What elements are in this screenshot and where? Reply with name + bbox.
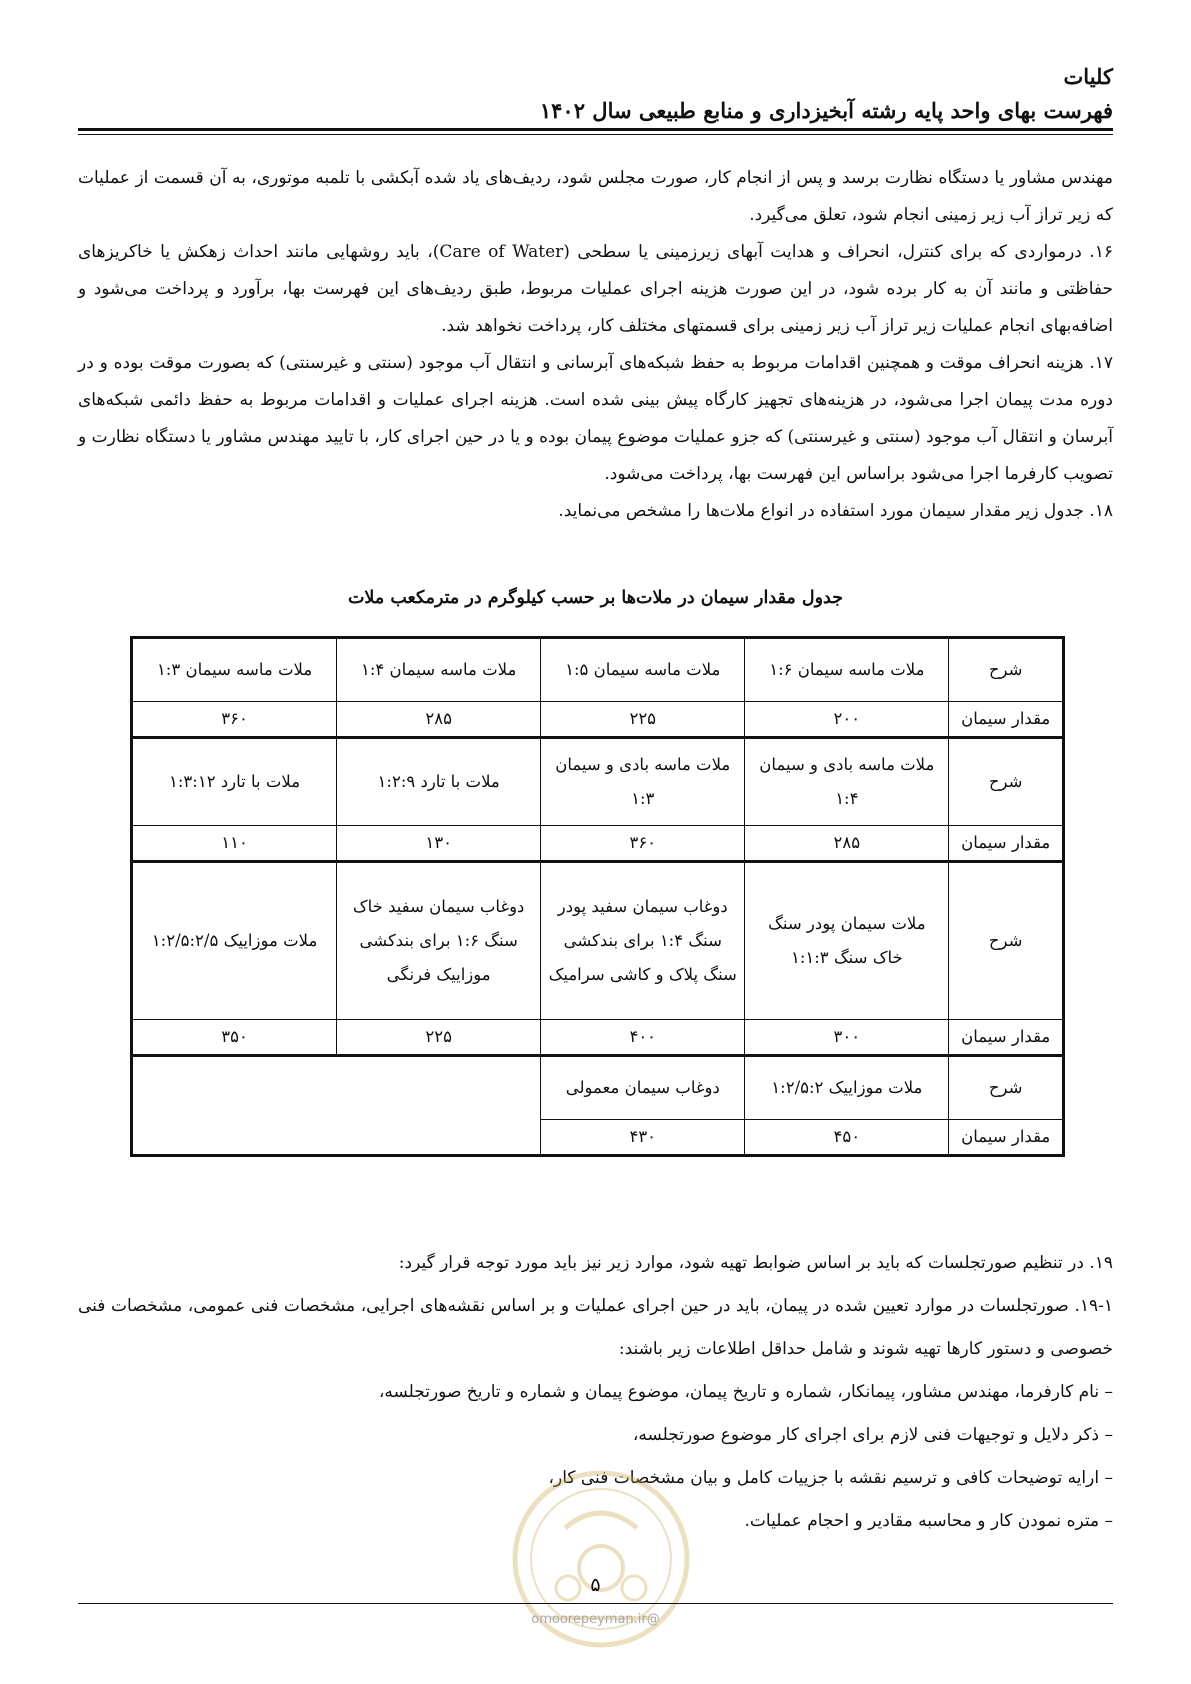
table-cell: ۴۵۰ bbox=[745, 1120, 949, 1156]
list-item: – متره نمودن کار و محاسبه مقادیر و احجام عملیات. bbox=[744, 1511, 1113, 1531]
table-row bbox=[132, 738, 1064, 826]
table-cell: ۳۶۰ bbox=[132, 702, 337, 738]
table-cell: ملات موزاییک ۱:۲/۵:۲/۵ bbox=[132, 862, 337, 1020]
paragraph-18: ۱۸. جدول زیر مقدار سیمان مورد استفاده در انواع ملات‌ها را مشخص می‌نماید. bbox=[558, 501, 1113, 521]
desc-label: شرح bbox=[949, 1056, 1064, 1120]
table-cell: ۴۰۰ bbox=[541, 1020, 745, 1056]
header-rule-thin bbox=[78, 134, 1113, 135]
table-row bbox=[132, 862, 1064, 1020]
table-row bbox=[132, 1056, 1064, 1120]
table-row bbox=[132, 702, 1064, 738]
cement-amount-table bbox=[130, 636, 1065, 1157]
table-cell: ملات ماسه بادی و سیمان ۱:۴ bbox=[745, 738, 949, 826]
table-cell: ۲۸۵ bbox=[745, 826, 949, 862]
body-text bbox=[78, 160, 1113, 530]
amount-label: مقدار سیمان bbox=[949, 826, 1064, 862]
paragraph: مهندس مشاور یا دستگاه نظارت برسد و پس از انجام کار، صورت مجلس شود، ردیف‌های یاد شده آبکشی با تلمبه موتوری، به آن قسمت از عملیات که زیر تراز آب زیر زمینی انجام شود، تعلق می‌گیرد. bbox=[78, 168, 1114, 225]
table-title: جدول مقدار سیمان در ملات‌ها بر حسب کیلوگرم در مترمکعب ملات bbox=[347, 588, 844, 608]
list-item: – ذکر دلایل و توجیهات فنی لازم برای اجرای کار موضوع صورتجلسه، bbox=[632, 1425, 1113, 1445]
table-cell: دوغاب سیمان معمولی bbox=[541, 1056, 745, 1120]
table-cell: ۲۲۵ bbox=[337, 1020, 541, 1056]
paragraph-17: ۱۷. هزینه انحراف موقت و همچنین اقدامات مربوط به حفظ شبکه‌های آبرسانی و انتقال آب موجود (سنتی و غیرسنتی) که بصورت موقت بوده و در دوره مدت پیمان اجرا می‌شود، در هزینه‌های تجهیز کارگاه پیش بینی شده است. هزینه اجرای عملیات و اقدامات مربوط به حفظ دائمی شبکه‌های آبرسان و انتقال آب موجود (سنتی و غیرسنتی) که جزو عملیات موضوع پیمان بوده و یا در حین اجرای کار، با تایید مهندس مشاور یا دستگاه نظارت و تصویب کارفرما اجرا می‌شود براساس این فهرست بها، پرداخت می‌شود. bbox=[78, 353, 1113, 484]
table-cell: ۲۰۰ bbox=[745, 702, 949, 738]
table-cell: ملات با تارد ۱:۲:۹ bbox=[337, 738, 541, 826]
page-header bbox=[78, 60, 1113, 128]
page-number: ۵ bbox=[590, 1574, 601, 1596]
desc-label: شرح bbox=[949, 862, 1064, 1020]
table-cell: ۱۱۰ bbox=[132, 826, 337, 862]
table-cell: ۴۳۰ bbox=[541, 1120, 745, 1156]
table-cell: دوغاب سیمان سفید پودر سنگ ۱:۴ برای بندکشی سنگ پلاک و کاشی سرامیک bbox=[541, 862, 745, 1020]
paragraph-19-1: ۱۹-۱. صورتجلسات در موارد تعیین شده در پیمان، باید در حین اجرای عملیات و بر اساس نقشه‌های اجرایی، مشخصات فنی عمومی، مشخصات فنی خصوصی و دستور کارها تهیه شوند و شامل حداقل اطلاعات زیر باشند: bbox=[78, 1296, 1113, 1359]
list-item: – نام کارفرما، مهندس مشاور، پیمانکار، شماره و تاریخ پیمان، موضوع پیمان و شماره و تاریخ صورتجلسه، bbox=[378, 1382, 1113, 1402]
table-cell: ۱۳۰ bbox=[337, 826, 541, 862]
desc-label: شرح bbox=[949, 738, 1064, 826]
table-cell: ملات ماسه سیمان ۱:۶ bbox=[745, 638, 949, 702]
paragraph-19: ۱۹. در تنظیم صورتجلسات که باید بر اساس ضوابط تهیه شود، موارد زیر نیز باید مورد توجه قرار گیرد: bbox=[398, 1253, 1113, 1273]
table-cell: دوغاب سیمان سفید خاک سنگ ۱:۶ برای بندکشی موزاییک فرنگی bbox=[337, 862, 541, 1020]
desc-label: شرح bbox=[949, 638, 1064, 702]
table-cell: ملات موزاییک ۱:۲/۵:۲ bbox=[745, 1056, 949, 1120]
header-document-title: فهرست بهای واحد پایه رشته آبخیزداری و منابع طبیعی سال ۱۴۰۲ bbox=[539, 98, 1113, 123]
list-item: – ارایه توضیحات کافی و ترسیم نقشه با جزییات کامل و بیان مشخصات فنی کار، bbox=[548, 1468, 1113, 1488]
table-cell: ملات ماسه سیمان ۱:۴ bbox=[337, 638, 541, 702]
paragraph-16: ۱۶. درمواردی که برای کنترل، انحراف و هدایت آبهای زیرزمینی یا سطحی (Care of Water)، باید روشهایی مانند احداث زهکش یا خاکریزهای حفاظتی و مانند آن به کار برده شود، در این صورت هزینه اجرای عملیات مربوط، طبق ردیف‌های این فهرست بها، برآورد و پرداخت می‌شود و اضافه‌بهای انجام عملیات زیر تراز آب زیر زمینی برای قسمتهای مختلف کار، پرداخت نخواهد شد. bbox=[78, 242, 1113, 336]
table-row bbox=[132, 638, 1064, 702]
table-cell: ملات با تارد ۱:۳:۱۲ bbox=[132, 738, 337, 826]
table-cell: ۳۰۰ bbox=[745, 1020, 949, 1056]
footer-rule bbox=[78, 1603, 1113, 1604]
table-cell: ملات ماسه سیمان ۱:۳ bbox=[132, 638, 337, 702]
header-section-title: کلیات bbox=[1063, 64, 1113, 89]
table-cell: ۳۵۰ bbox=[132, 1020, 337, 1056]
empty-cell bbox=[132, 1056, 541, 1156]
table-row bbox=[132, 826, 1064, 862]
table-cell: ملات سیمان پودر سنگ خاک سنگ ۱:۱:۳ bbox=[745, 862, 949, 1020]
table-cell: ۳۶۰ bbox=[541, 826, 745, 862]
amount-label: مقدار سیمان bbox=[949, 1120, 1064, 1156]
header-rule-thick bbox=[78, 128, 1113, 131]
table-cell: ملات ماسه بادی و سیمان ۱:۳ bbox=[541, 738, 745, 826]
amount-label: مقدار سیمان bbox=[949, 1020, 1064, 1056]
table-cell: ۲۸۵ bbox=[337, 702, 541, 738]
table-row bbox=[132, 1020, 1064, 1056]
footer-website: @omoorepeyman.ir bbox=[531, 1612, 660, 1627]
amount-label: مقدار سیمان bbox=[949, 702, 1064, 738]
table-cell: ملات ماسه سیمان ۱:۵ bbox=[541, 638, 745, 702]
table-cell: ۲۲۵ bbox=[541, 702, 745, 738]
